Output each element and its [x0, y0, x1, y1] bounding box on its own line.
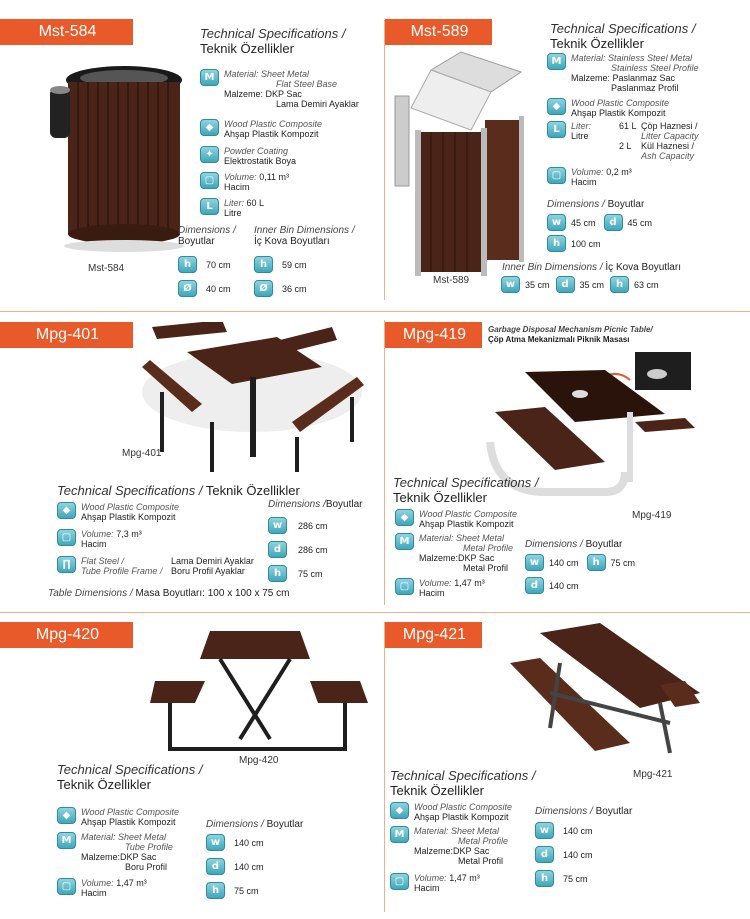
height-icon: h	[254, 256, 273, 273]
spec-title: Technical Specifications / Teknik Özellikler	[57, 762, 203, 792]
wood-icon: ◆	[57, 807, 76, 824]
width-icon: w	[206, 834, 225, 851]
dim-depth: d 140 cm	[535, 846, 593, 863]
inner-dim-diameter: Ø 36 cm	[254, 280, 307, 297]
spec-material: M Material: Sheet Metal Tube Profile Malzeme:DKP Sac Boru Profil	[57, 832, 173, 872]
wood-icon: ◆	[395, 509, 414, 526]
diameter-icon: Ø	[254, 280, 273, 297]
dim-width: w 45 cm d 45 cm	[547, 214, 652, 231]
volume-icon: ▢	[200, 172, 219, 189]
spec-frame: ∏ Flat Steel / Tube Profile Frame / Lama Demiri Ayaklar Boru Profil Ayaklar	[57, 556, 254, 576]
spec-material: M Material: Stainless Steel Metal Stainless Steel Profile Malzeme: Paslanmaz Sac Paslanmaz Profil	[547, 53, 699, 93]
product-caption: Mpg-421	[633, 769, 673, 780]
material-icon: M	[547, 53, 566, 70]
dimensions-title: Dimensions / Boyutlar	[206, 819, 304, 830]
spec-wood: ◆ Wood Plastic Composite Ahşap Plastik Kompozit	[200, 119, 322, 139]
height-icon: h	[587, 554, 606, 571]
volume-icon: ▢	[390, 873, 409, 890]
product-tag: Mpg-421	[385, 622, 482, 648]
dim-height: h 70 cm	[178, 256, 231, 273]
product-caption: Mpg-419	[632, 510, 672, 521]
dimensions-title: Dimensions /Boyutlar	[268, 499, 363, 510]
dimensions-title: Dimensions / Boyutlar	[547, 199, 645, 210]
product-tag: Mpg-420	[0, 622, 133, 648]
dim-height: h 100 cm	[547, 235, 601, 252]
spec-wood: ◆ Wood Plastic Composite Ahşap Plastik Kompozit	[547, 98, 669, 118]
frame-icon: ∏	[57, 556, 76, 573]
height-icon: h	[547, 235, 566, 252]
spec-liter: L Liter: 60 L Litre	[200, 198, 264, 218]
dim-diameter: Ø 40 cm	[178, 280, 231, 297]
material-icon: M	[390, 826, 409, 843]
picnic-table-image	[150, 629, 370, 759]
dim-width: w 140 cm	[206, 834, 264, 851]
volume-icon: ▢	[57, 878, 76, 895]
spec-volume: ▢ Volume: 7,3 m³ Hacim	[57, 529, 142, 549]
inner-dimensions-title: Inner Bin Dimensions / İç Kova Boyutları	[502, 262, 681, 273]
dim-width: w 140 cm h 75 cm	[525, 554, 635, 571]
trash-bin-image	[42, 60, 192, 260]
product-mpg-401	[0, 312, 384, 612]
depth-icon: d	[268, 541, 287, 558]
trash-bin-image	[391, 50, 551, 280]
spec-volume: ▢ Volume: 1,47 m³ Hacim	[395, 578, 485, 598]
product-caption: Mpg-420	[239, 755, 279, 766]
spec-wood: ◆ Wood Plastic Composite Ahşap Plastik Kompozit	[395, 509, 517, 529]
width-icon: w	[268, 517, 287, 534]
spec-volume: ▢ Volume: 0,11 m³ Hacim	[200, 172, 289, 192]
dimensions-title: Dimensions / Boyutlar	[535, 806, 633, 817]
product-mpg-421	[385, 613, 750, 919]
dim-depth: d 140 cm	[525, 577, 579, 594]
picnic-table-image	[132, 322, 372, 482]
inner-dims: w 35 cm d 35 cm h 63 cm	[501, 276, 659, 293]
depth-icon: d	[525, 577, 544, 594]
spec-volume: ▢ Volume: 1,47 m³ Hacim	[390, 873, 480, 893]
spec-title: Technical Specifications / Teknik Özellikler	[200, 26, 346, 56]
dim-height: h 75 cm	[268, 565, 323, 582]
wood-icon: ◆	[390, 802, 409, 819]
spec-title: Technical Specifications / Teknik Özellikler	[550, 21, 696, 51]
liter-icon: L	[547, 121, 566, 138]
dim-depth: d 286 cm	[268, 541, 328, 558]
spec-material: M Material: Sheet Metal Metal Profile Malzeme:DKP Sac Metal Profil	[395, 533, 513, 573]
product-caption: Mst-584	[88, 263, 125, 274]
inner-dimensions-title: Inner Bin Dimensions / İç Kova Boyutları	[254, 225, 355, 247]
depth-icon: d	[556, 276, 575, 293]
width-icon: w	[525, 554, 544, 571]
height-icon: h	[610, 276, 629, 293]
product-mpg-419	[385, 312, 750, 612]
volume-icon: ▢	[57, 529, 76, 546]
height-icon: h	[178, 256, 197, 273]
product-caption: Mst-589	[433, 275, 470, 286]
product-tag: Mst-584	[0, 19, 133, 45]
spec-powder: ✦ Powder Coating Elektrostatik Boya	[200, 146, 296, 166]
spec-title: Technical Specifications / Teknik Özellikler	[57, 483, 300, 498]
product-tag: Mst-589	[385, 19, 492, 45]
product-subtitle: Garbage Disposal Mechanism Picnic Table/ Çöp Atma Mekanizmalı Piknik Masası	[488, 325, 653, 344]
height-icon: h	[535, 870, 554, 887]
material-icon: M	[57, 832, 76, 849]
product-mst-584	[0, 0, 384, 310]
height-icon: h	[206, 882, 225, 899]
inner-dim-height: h 59 cm	[254, 256, 307, 273]
dim-depth: d 140 cm	[206, 858, 264, 875]
volume-icon: ▢	[547, 167, 566, 184]
wood-icon: ◆	[200, 119, 219, 136]
depth-icon: d	[604, 214, 623, 231]
dim-width: w 286 cm	[268, 517, 328, 534]
diameter-icon: Ø	[178, 280, 197, 297]
width-icon: w	[535, 822, 554, 839]
spec-material: M Material: Sheet Metal Metal Profile Malzeme:DKP Sac Metal Profil	[390, 826, 508, 866]
width-icon: w	[501, 276, 520, 293]
liter-icon: L	[200, 198, 219, 215]
dim-width: w 140 cm	[535, 822, 593, 839]
dim-height: h 75 cm	[206, 882, 259, 899]
product-tag: Mpg-401	[0, 322, 133, 348]
spec-liter: L Liter: Litre 61 L Çöp Haznesi / Litter Capacity 2 L Kül Haznesi / Ash Capacity	[547, 121, 699, 161]
spec-material: M Material: Sheet Metal Flat Steel Base Malzeme: DKP Sac Lama Demiri Ayaklar	[200, 69, 359, 109]
product-mst-589	[385, 0, 750, 310]
spec-volume: ▢ Volume: 1,47 m³ Hacim	[57, 878, 147, 898]
spec-title: Technical Specifications / Teknik Özellikler	[393, 475, 539, 505]
picnic-table-image	[510, 623, 710, 763]
dimensions-title: Dimensions / Boyutlar	[178, 225, 236, 247]
product-caption: Mpg-401	[122, 448, 162, 459]
depth-icon: d	[206, 858, 225, 875]
spec-volume: ▢ Volume: 0,2 m³ Hacim	[547, 167, 632, 187]
product-mpg-420	[0, 613, 384, 919]
table-dimensions: Table Dimensions / Masa Boyutları: 100 x 100 x 75 cm	[48, 588, 290, 599]
volume-icon: ▢	[395, 578, 414, 595]
spec-wood: ◆ Wood Plastic Composite Ahşap Plastik Kompozit	[390, 802, 512, 822]
dim-height: h 75 cm	[535, 870, 588, 887]
wood-icon: ◆	[57, 502, 76, 519]
spec-title: Technical Specifications / Teknik Özellikler	[390, 768, 536, 798]
height-icon: h	[268, 565, 287, 582]
width-icon: w	[547, 214, 566, 231]
material-icon: M	[395, 533, 414, 550]
spec-wood: ◆ Wood Plastic Composite Ahşap Plastik Kompozit	[57, 502, 179, 522]
material-icon: M	[200, 69, 219, 86]
depth-icon: d	[535, 846, 554, 863]
spray-icon: ✦	[200, 146, 219, 163]
spec-wood: ◆ Wood Plastic Composite Ahşap Plastik Kompozit	[57, 807, 179, 827]
dimensions-title: Dimensions / Boyutlar	[525, 539, 623, 550]
product-tag: Mpg-419	[385, 322, 482, 348]
wood-icon: ◆	[547, 98, 566, 115]
